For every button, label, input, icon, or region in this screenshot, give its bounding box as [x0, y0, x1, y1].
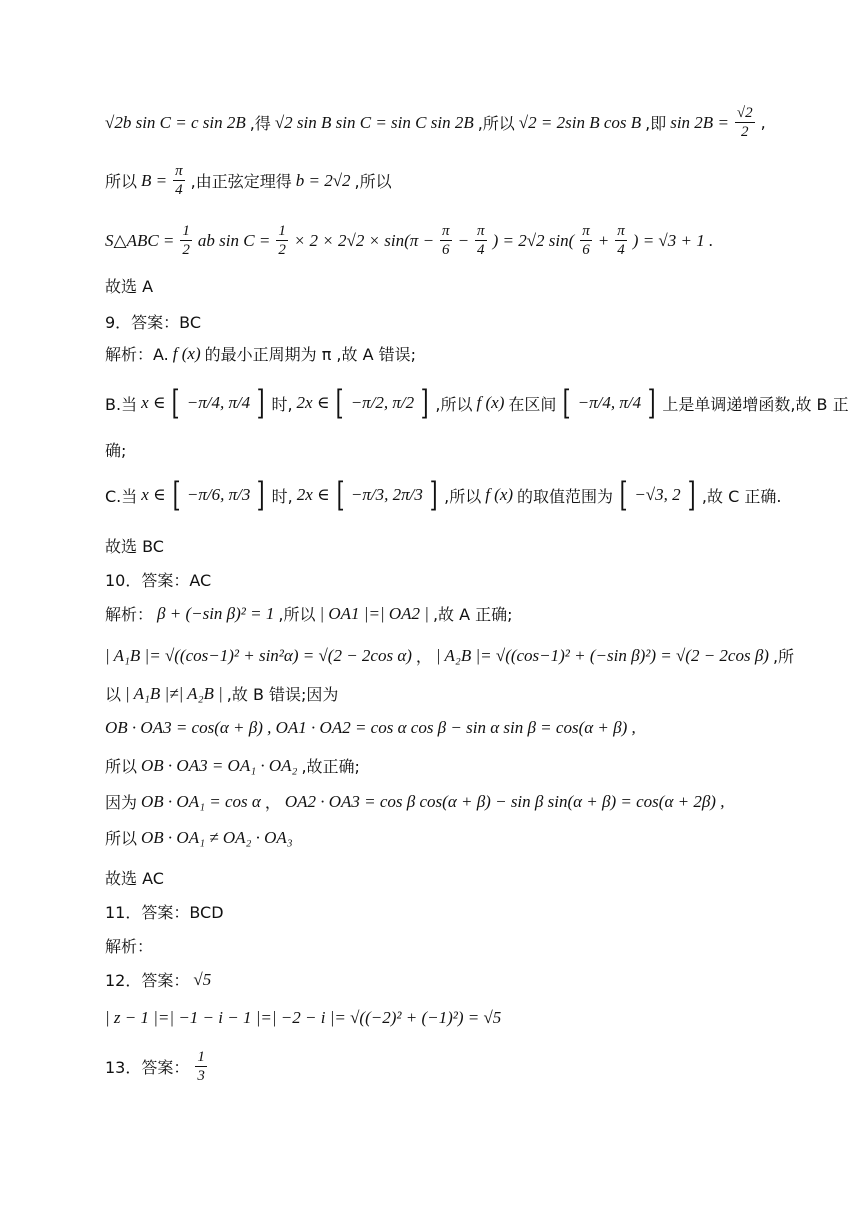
text: ,即 — [645, 114, 667, 133]
text: ,所以 — [435, 394, 473, 414]
interval: −π/3, 2π/3 — [350, 485, 423, 504]
interval: −π/2, π/2 — [350, 393, 415, 412]
text: 在区间 — [508, 394, 557, 414]
solution-line-1 — [105, 104, 764, 141]
answer-heading-9: 9．答案：BC — [105, 313, 202, 332]
text: ,故 B 错误;因为 — [226, 685, 339, 704]
text: , — [760, 113, 766, 132]
fraction: $\frac{\pi}{6}$ — [442, 223, 450, 258]
formula: OB · OA₁ ≠ OA₂ · OA₃ — [141, 827, 293, 847]
fraction: $\frac{1}{2}$ — [182, 223, 190, 258]
formula: f (x) — [476, 393, 505, 412]
solution-line-9b-cont: 确; — [105, 441, 127, 460]
fraction: $\frac{\pi}{4}$ — [617, 223, 625, 258]
answer-heading-13 — [105, 1048, 764, 1085]
formula: ) = √3 + 1 . — [632, 230, 714, 250]
formula: f (x) — [172, 343, 201, 363]
formula: x ∈ — [141, 485, 166, 504]
solution-line-10g — [105, 826, 764, 849]
answer-heading-10: 10．答案：AC — [105, 571, 212, 590]
formula: √2b sin C = c sin 2B — [105, 112, 246, 132]
solution-line-12: | z − 1 |=| −1 − i − 1 |=| −2 − i |= √((−2)² + (−1)²) = √5 — [105, 1008, 502, 1027]
interval: −π/4, π/4 — [186, 393, 251, 412]
text: 所以 — [105, 757, 138, 776]
answer-choice: 故选 A — [105, 277, 154, 296]
text: ,所以 — [444, 486, 482, 506]
formula: ab sin C = — [197, 230, 271, 250]
answer-heading-11: 11．答案：BCD — [105, 903, 224, 922]
text: ,所以 — [354, 172, 392, 191]
text: 解析：A. — [105, 345, 169, 364]
text: 时, — [271, 486, 293, 506]
fraction: $\frac{\pi}{4}$ — [175, 163, 183, 198]
text: 所以 — [105, 829, 138, 848]
formula: x ∈ — [141, 393, 166, 412]
formula: 2x ∈ — [296, 393, 330, 412]
formula: + — [597, 230, 610, 250]
fraction: $\frac{1}{3}$ — [197, 1049, 205, 1084]
formula: S△ABC = — [105, 230, 175, 250]
answer-heading-12 — [105, 968, 764, 991]
text: ， — [415, 647, 432, 666]
text: 的取值范围为 — [517, 486, 614, 506]
solution-line-10b — [105, 644, 795, 667]
interval: −π/4, π/4 — [577, 393, 642, 412]
solution-line-10c — [105, 682, 764, 705]
text: B.当 — [105, 394, 138, 414]
text: ,故 C 正确. — [701, 486, 782, 506]
formula: | OA1 |=| OA2 | — [319, 603, 429, 623]
solution-line-10a — [105, 602, 764, 625]
formula: | A₁B |= √((cos−1)² + sin²α) = √(2 − 2cos α) — [105, 645, 412, 665]
solution-line-3 — [105, 222, 764, 259]
solution-line-10f — [105, 790, 764, 813]
text: 上是单调递增函数,故 B 正 — [662, 394, 849, 414]
text: 解析： — [105, 605, 154, 624]
text: ,所 — [772, 647, 795, 666]
solution-line-9c: C.当 x ∈ [ −π/6, π/3 ] 时, 2x ∈ [ −π/3, 2π/3 ] ,所以 f (x) 的取值范围为 [ −√3, 2 ] ,故 C 正确. — [105, 475, 782, 515]
solution-line-9a — [105, 342, 764, 365]
formula: 2x ∈ — [296, 485, 330, 504]
text: ， — [264, 793, 281, 812]
formula: × 2 × 2√2 × sin(π − — [293, 230, 435, 250]
formula: √2 = 2sin B cos B — [518, 112, 642, 132]
formula: ) = 2√2 sin( — [492, 230, 575, 250]
text: ,得 — [249, 114, 271, 133]
formula: √2 sin B sin C = sin C sin 2B — [274, 112, 474, 132]
formula: β + (−sin β)² = 1 — [157, 603, 275, 623]
formula: OB · OA₁ = cos α — [141, 791, 261, 811]
text: ,故正确; — [301, 757, 360, 776]
text: 12．答案： — [105, 971, 190, 990]
formula: − — [457, 230, 470, 250]
formula: | A₁B |≠| A₂B | — [125, 683, 223, 703]
fraction: $\frac{1}{2}$ — [278, 223, 286, 258]
interval: −√3, 2 — [634, 485, 681, 504]
formula: sin 2B = — [670, 112, 729, 132]
formula: | A₂B |= √((cos−1)² + (−sin β)²) = √(2 − 2cos β) — [435, 645, 769, 665]
text: 的最小正周期为 π ,故 A 错误; — [204, 345, 417, 364]
solution-line-10e — [105, 754, 764, 777]
fraction: $\frac{√2}{2}$ — [736, 105, 753, 140]
text: ,由正弦定理得 — [190, 172, 292, 191]
fraction: $\frac{\pi}{4}$ — [477, 223, 485, 258]
solution-line-2 — [105, 162, 764, 199]
text: ,所以 — [477, 114, 515, 133]
text: 时, — [271, 394, 293, 414]
text: 13．答案： — [105, 1058, 190, 1077]
formula: f (x) — [485, 485, 514, 504]
solution-label: 解析： — [105, 937, 154, 956]
text: 以 — [105, 685, 122, 704]
formula: b = 2√2 — [295, 170, 351, 190]
formula: OB · OA3 = OA₁ · OA₂ — [141, 755, 298, 775]
text: 所以 — [105, 172, 138, 191]
text: ,所以 — [278, 605, 316, 624]
formula: B = — [141, 170, 168, 190]
text: C.当 — [105, 486, 138, 506]
solution-line-9b: B.当 x ∈ [ −π/4, π/4 ] 时, 2x ∈ [ −π/2, π/2 ] ,所以 f (x) 在区间 [ −π/4, π/4 ] 上是单调递增函数,故 B 正 — [105, 383, 849, 423]
answer-choice: 故选 AC — [105, 869, 164, 888]
solution-line-10d: OB · OA3 = cos(α + β) , OA1 · OA2 = cos α cos β − sin α sin β = cos(α + β) , — [105, 718, 636, 737]
formula: OA2 · OA3 = cos β cos(α + β) − sin β sin(α + β) = cos(α + 2β) , — [284, 791, 725, 811]
text: ,故 A 正确; — [432, 605, 513, 624]
fraction: $\frac{\pi}{6}$ — [582, 223, 590, 258]
answer-choice: 故选 BC — [105, 537, 164, 556]
interval: −π/6, π/3 — [186, 485, 251, 504]
text: 因为 — [105, 793, 138, 812]
formula: √5 — [193, 969, 212, 989]
